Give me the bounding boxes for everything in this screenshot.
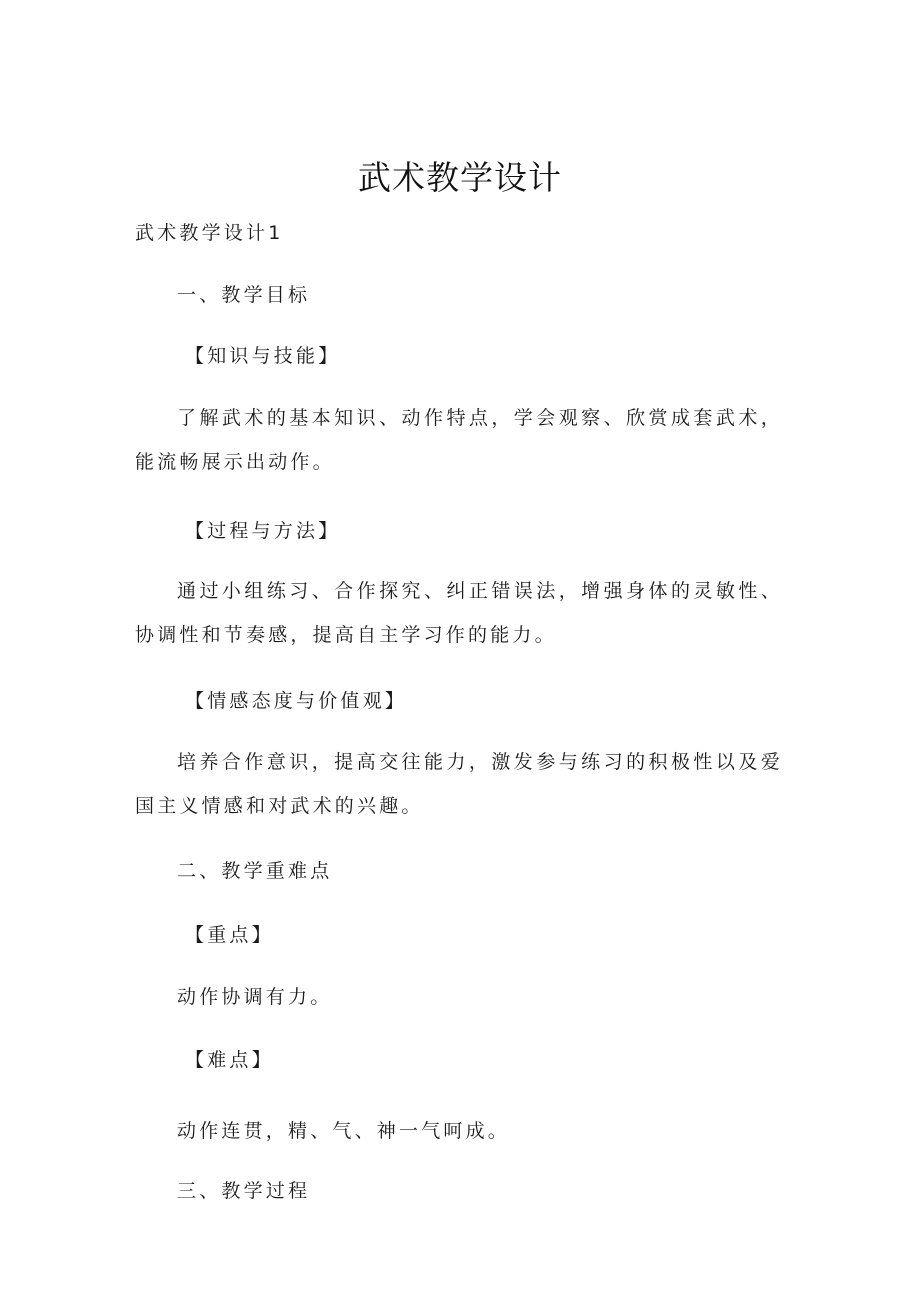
paragraph-process-methods: 通过小组练习、合作探究、纠正错误法，增强身体的灵敏性、协调性和节奏感，提高自主学习作的能力。 xyxy=(135,580,783,646)
paragraph-knowledge-skills: 了解武术的基本知识、动作特点，学会观察、欣赏成套武术，能流畅展示出动作。 xyxy=(135,407,783,473)
section-heading-key-points: 二、教学重难点 xyxy=(177,860,333,882)
paragraph-emotion-values: 培养合作意识，提高交往能力，激发参与练习的积极性以及爱国主义情感和对武术的兴趣。 xyxy=(135,751,783,817)
paragraph-difficult-point: 动作连贯，精、气、神一气呵成。 xyxy=(177,1120,511,1142)
label-key-point: 【重点】 xyxy=(185,924,274,946)
paragraph-key-point: 动作协调有力。 xyxy=(177,986,333,1008)
section-heading-objectives: 一、教学目标 xyxy=(177,284,311,306)
document-title: 武术教学设计 xyxy=(358,158,562,197)
label-process-methods: 【过程与方法】 xyxy=(185,520,341,542)
label-emotion-values: 【情感态度与价值观】 xyxy=(185,690,408,712)
label-knowledge-skills: 【知识与技能】 xyxy=(185,345,341,367)
label-difficult-point: 【难点】 xyxy=(185,1049,274,1071)
section-heading-teaching-process: 三、教学过程 xyxy=(177,1180,311,1202)
document-subtitle: 武术教学设计1 xyxy=(135,222,284,244)
